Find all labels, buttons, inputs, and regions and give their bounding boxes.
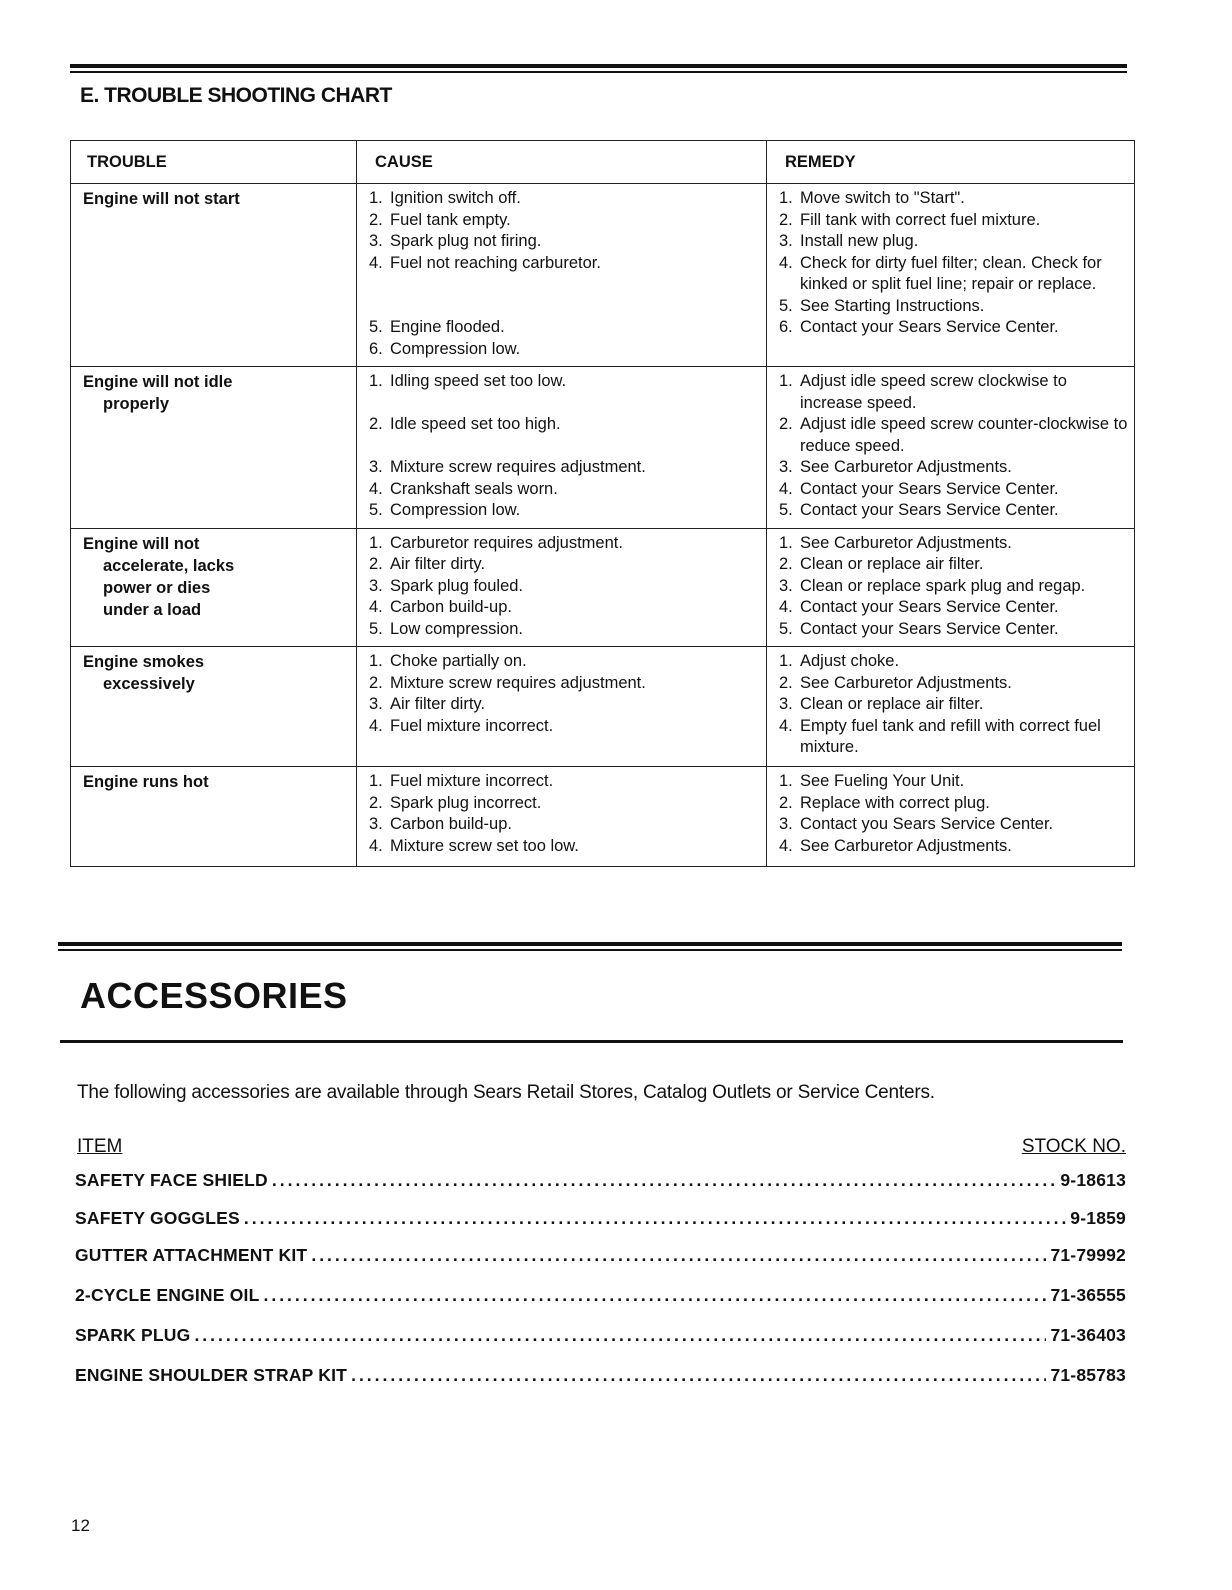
cause-text: Low compression. — [390, 619, 523, 638]
cause-text: Compression low. — [390, 339, 521, 358]
table-header-row — [71, 141, 1135, 184]
cause-text: Carbon build-up. — [390, 598, 512, 616]
list-number: 2. — [369, 210, 383, 229]
remedy-text: Install new plug. — [800, 232, 919, 250]
dot-leader — [194, 1325, 1046, 1346]
dot-leader — [351, 1365, 1046, 1386]
remedy-cell — [767, 367, 1135, 529]
list-item — [75, 1285, 1126, 1306]
cause-text: Air filter dirty. — [390, 695, 486, 713]
cause-text: Fuel mixture incorrect. — [390, 772, 554, 790]
accessory-stock-number: 71-36555 — [1050, 1285, 1126, 1305]
remedy-text: Adjust idle speed screw clockwise to increase speed. — [800, 372, 1067, 412]
cause-text: Choke partially on. — [390, 652, 527, 670]
accessories-rule-thin — [58, 949, 1122, 951]
remedy-text: Clean or replace air filter. — [800, 695, 984, 713]
list-number: 5. — [369, 619, 383, 638]
accessories-rule-thick — [58, 942, 1122, 946]
cause-text: Crankshaft seals worn. — [390, 479, 558, 498]
accessory-stock-number: 9-18613 — [1060, 1170, 1126, 1190]
list-number: 4. — [369, 598, 383, 616]
header-trouble: TROUBLE — [71, 141, 357, 184]
accessory-stock-number: 71-85783 — [1050, 1365, 1126, 1385]
accessory-name: ENGINE SHOULDER STRAP KIT — [75, 1365, 348, 1385]
accessory-name: 2-CYCLE ENGINE OIL — [75, 1285, 260, 1305]
list-number: 4. — [779, 836, 793, 855]
list-item — [75, 1365, 1126, 1386]
list-number: 3. — [779, 232, 793, 250]
remedy-text: Contact your Sears Service Center. — [800, 598, 1059, 616]
remedy-text: See Carburetor Adjustments. — [800, 673, 1012, 692]
cause-text: Engine flooded. — [390, 318, 505, 336]
list-number: 1. — [369, 189, 383, 207]
list-number: 3. — [369, 695, 383, 713]
header-remedy: REMEDY — [767, 141, 1135, 184]
top-rule-thick — [70, 64, 1127, 68]
list-number: 3. — [779, 576, 793, 595]
list-number: 2. — [369, 555, 383, 573]
remedy-text: See Carburetor Adjustments. — [800, 836, 1012, 855]
accessories-title: ACCESSORIES — [80, 975, 348, 1016]
top-rule-thin — [70, 71, 1127, 73]
remedy-text: Contact your Sears Service Center. — [800, 501, 1059, 519]
troubleshooting-table — [70, 140, 1135, 867]
cause-cell — [357, 367, 767, 529]
list-number: 3. — [369, 232, 383, 250]
table-row — [71, 184, 1135, 367]
table-row — [71, 647, 1135, 767]
remedy-cell — [767, 528, 1135, 647]
remedy-text: See Carburetor Adjustments. — [800, 533, 1012, 552]
remedy-text: Replace with correct plug. — [800, 793, 990, 812]
remedy-text: Fill tank with correct fuel mixture. — [800, 210, 1041, 229]
accessory-name: SAFETY FACE SHIELD — [75, 1170, 268, 1190]
list-number: 5. — [779, 296, 793, 315]
list-number: 2. — [369, 673, 383, 692]
list-number: 3. — [369, 576, 383, 595]
list-number: 4. — [779, 479, 793, 498]
list-number: 1. — [779, 189, 793, 207]
cause-cell — [357, 647, 767, 767]
list-number: 3. — [779, 695, 793, 713]
list-item — [75, 1245, 1126, 1266]
list-item — [75, 1208, 1126, 1229]
cause-text: Spark plug not firing. — [390, 232, 542, 250]
list-number: 1. — [369, 533, 383, 552]
remedy-text: Contact your Sears Service Center. — [800, 479, 1059, 498]
list-number: 2. — [369, 793, 383, 812]
trouble-text: excessively — [103, 675, 195, 693]
list-number: 6. — [779, 318, 793, 336]
cause-text: Idle speed set too high. — [390, 415, 561, 433]
cause-text: Carburetor requires adjustment. — [390, 533, 623, 552]
cause-cell — [357, 184, 767, 367]
trouble-text: power or dies — [103, 578, 211, 597]
dot-leader — [263, 1285, 1046, 1306]
accessory-name: GUTTER ATTACHMENT KIT — [75, 1245, 308, 1265]
table-row — [71, 767, 1135, 867]
list-number: 4. — [779, 253, 793, 272]
item-column-header: ITEM — [77, 1136, 123, 1157]
remedy-text: Clean or replace air filter. — [800, 555, 984, 573]
remedy-cell — [767, 184, 1135, 367]
remedy-cell — [767, 647, 1135, 767]
list-number: 2. — [779, 415, 793, 433]
remedy-cell — [767, 767, 1135, 867]
remedy-text: Contact your Sears Service Center. — [800, 619, 1059, 638]
cause-text: Air filter dirty. — [390, 555, 486, 573]
trouble-text: properly — [103, 395, 170, 413]
remedy-text: Adjust choke. — [800, 652, 900, 670]
list-number: 3. — [369, 458, 383, 476]
list-number: 2. — [369, 415, 383, 433]
cause-text: Ignition switch off. — [390, 189, 521, 207]
list-number: 5. — [779, 619, 793, 638]
trouble-cell — [71, 367, 357, 529]
list-number: 5. — [779, 501, 793, 519]
list-number: 4. — [369, 253, 383, 272]
header-cause: CAUSE — [357, 141, 767, 184]
table-row — [71, 528, 1135, 647]
trouble-text: Engine will not idle — [83, 373, 233, 391]
dot-leader — [311, 1245, 1046, 1266]
list-number: 3. — [369, 815, 383, 833]
list-item — [75, 1325, 1126, 1346]
list-number: 2. — [779, 673, 793, 692]
list-item — [75, 1170, 1126, 1191]
cause-text: Fuel tank empty. — [390, 210, 511, 229]
trouble-text: accelerate, lacks — [103, 556, 235, 575]
trouble-text: Engine runs hot — [83, 773, 209, 791]
list-number: 1. — [369, 652, 383, 670]
trouble-text: Engine smokes — [83, 653, 205, 671]
accessories-intro: The following accessories are available through Sears Retail Stores, Catalog Outlets or Service Centers. — [77, 1082, 935, 1103]
page-number: 12 — [71, 1516, 90, 1535]
cause-text: Fuel mixture incorrect. — [390, 716, 554, 735]
cause-text: Carbon build-up. — [390, 815, 512, 833]
trouble-cell — [71, 767, 357, 867]
remedy-text: Contact you Sears Service Center. — [800, 815, 1054, 833]
accessory-stock-number: 71-36403 — [1050, 1325, 1126, 1345]
trouble-cell — [71, 528, 357, 647]
list-number: 5. — [369, 501, 383, 519]
list-number: 1. — [369, 772, 383, 790]
accessory-stock-number: 71-79992 — [1050, 1245, 1126, 1265]
troubleshooting-title: E. TROUBLE SHOOTING CHART — [80, 84, 392, 107]
cause-cell — [357, 528, 767, 647]
cause-text: Mixture screw requires adjustment. — [390, 458, 646, 476]
cause-text: Idling speed set too low. — [390, 372, 567, 390]
accessory-name: SAFETY GOGGLES — [75, 1208, 240, 1228]
remedy-text: Adjust idle speed screw counter-clockwise to reduce speed. — [800, 415, 1128, 455]
trouble-text: under a load — [103, 600, 202, 619]
trouble-text: Engine will not — [83, 534, 200, 553]
list-number: 4. — [369, 479, 383, 498]
cause-text: Spark plug fouled. — [390, 576, 524, 595]
list-number: 1. — [779, 652, 793, 670]
list-number: 4. — [779, 716, 793, 735]
remedy-text: Contact your Sears Service Center. — [800, 318, 1059, 336]
list-number: 4. — [779, 598, 793, 616]
remedy-text: See Starting Instructions. — [800, 296, 985, 315]
list-number: 4. — [369, 716, 383, 735]
list-number: 1. — [779, 772, 793, 790]
list-number: 5. — [369, 318, 383, 336]
list-number: 2. — [779, 793, 793, 812]
dot-leader — [272, 1170, 1056, 1191]
dot-leader — [244, 1208, 1066, 1229]
cause-cell — [357, 767, 767, 867]
list-number: 2. — [779, 555, 793, 573]
list-number: 4. — [369, 836, 383, 855]
remedy-text: Empty fuel tank and refill with correct fuel mixture. — [800, 716, 1101, 756]
trouble-cell — [71, 647, 357, 767]
cause-text: Fuel not reaching carburetor. — [390, 253, 601, 272]
cause-text: Compression low. — [390, 501, 521, 519]
list-number: 1. — [779, 372, 793, 390]
trouble-cell — [71, 184, 357, 367]
remedy-text: Move switch to "Start". — [800, 189, 965, 207]
trouble-text: Engine will not start — [83, 190, 240, 208]
stock-column-header: STOCK NO. — [1021, 1136, 1126, 1157]
remedy-text: See Carburetor Adjustments. — [800, 458, 1012, 476]
accessory-name: SPARK PLUG — [75, 1325, 191, 1345]
remedy-text: Clean or replace spark plug and regap. — [800, 576, 1086, 595]
cause-text: Mixture screw set too low. — [390, 836, 579, 855]
table-row — [71, 367, 1135, 529]
list-number: 1. — [369, 372, 383, 390]
remedy-text: See Fueling Your Unit. — [800, 772, 965, 790]
list-number: 3. — [779, 458, 793, 476]
list-number: 6. — [369, 339, 383, 358]
list-number: 3. — [779, 815, 793, 833]
list-number: 2. — [779, 210, 793, 229]
list-number: 1. — [779, 533, 793, 552]
accessory-stock-number: 9-1859 — [1070, 1208, 1126, 1228]
cause-text: Mixture screw requires adjustment. — [390, 673, 646, 692]
cause-text: Spark plug incorrect. — [390, 793, 542, 812]
remedy-text: Check for dirty fuel filter; clean. Check for kinked or split fuel line; repair or replace. — [800, 253, 1102, 293]
accessories-title-underline — [60, 1040, 1123, 1043]
